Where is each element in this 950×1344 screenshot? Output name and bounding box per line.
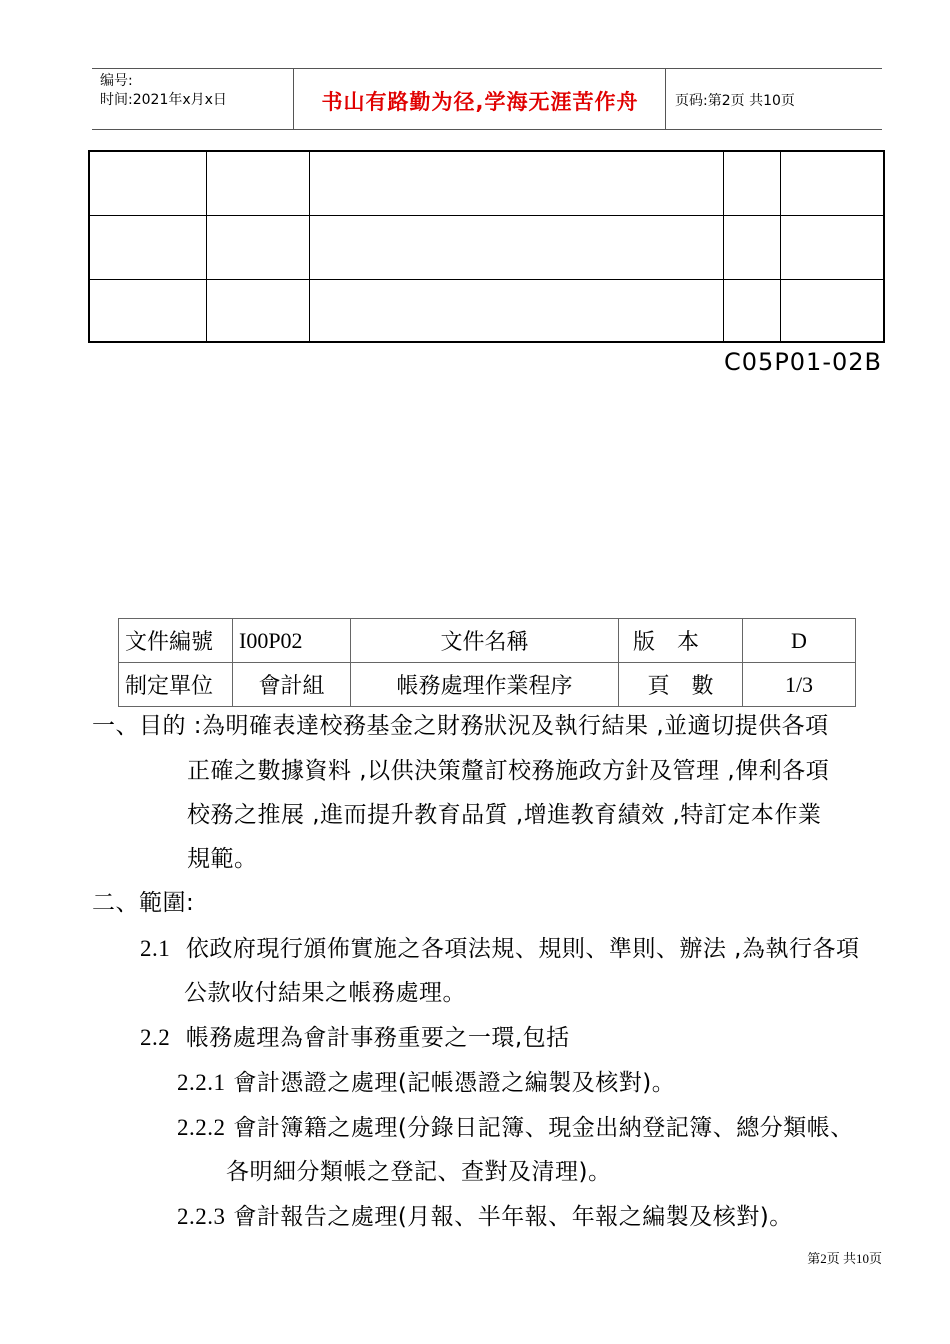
grid-column-line: [780, 152, 781, 341]
page-count-label: 頁 數: [619, 663, 743, 707]
header-top-rule: [92, 68, 882, 69]
table-row: [119, 619, 856, 663]
item-text: 帳務處理為會計事務重要之一環,包括: [185, 1025, 570, 1051]
version-label: 版 本: [619, 619, 743, 663]
doc-name-value: 帳務處理作業程序: [351, 663, 619, 707]
item-2-2-2-line-2: 各明細分類帳之登記、查對及清理)。: [226, 1159, 612, 1185]
item-2-2-1: [177, 1064, 675, 1097]
unit-label: 制定單位: [119, 663, 233, 707]
grid-column-line: [206, 152, 207, 341]
item-2-2: [140, 1019, 570, 1052]
item-2-2-3: [177, 1198, 793, 1231]
header-page-info: 页码:第2页 共10页: [675, 93, 795, 109]
version-value: D: [743, 619, 856, 663]
grid-row-line: [90, 279, 883, 280]
grid-column-line: [309, 152, 310, 341]
scope-heading: 二、範圍:: [92, 890, 195, 916]
purpose-line-3: 校務之推展 ,進而提升教育品質 ,增進教育績效 ,特訂定本作業: [187, 802, 822, 828]
purpose-line-4: 規範。: [187, 846, 258, 872]
item-2-1-line-1: [140, 930, 860, 963]
item-number: 2.1: [140, 936, 171, 961]
grid-row-line: [90, 215, 883, 216]
item-text: 依政府現行頒佈實施之各項法規、規則、準則、辦法 ,為執行各項: [185, 936, 860, 962]
item-2-2-2-line-1: [177, 1109, 854, 1142]
header-meta: [100, 72, 227, 110]
grid-column-line: [723, 152, 724, 341]
footer-page-info: 第2页 共10页: [807, 1251, 882, 1266]
form-code: C05P01-02B: [724, 348, 882, 376]
item-number: 2.2: [140, 1025, 171, 1050]
header-bottom-rule: [92, 129, 882, 130]
header-motto: 书山有路勤为径,学海无涯苦作舟: [321, 90, 639, 114]
header-divider: [665, 69, 666, 129]
revision-grid-table: [88, 150, 885, 343]
item-text: 會計簿籍之處理(分錄日記簿、現金出納登記簿、總分類帳、: [233, 1115, 854, 1141]
purpose-line-1: 一、目的 :為明確表達校務基金之財務狀況及執行結果 ,並適切提供各項: [92, 713, 829, 739]
item-number: 2.2.1: [177, 1070, 226, 1095]
unit-value: 會計組: [233, 663, 351, 707]
page-count-value: 1/3: [743, 663, 856, 707]
purpose-line-2: 正確之數據資料 ,以供決策釐訂校務施政方針及管理 ,俾利各項: [187, 758, 830, 784]
header-number-label: 编号:: [100, 73, 133, 89]
doc-number-value: I00P02: [233, 619, 351, 663]
item-number: 2.2.2: [177, 1115, 226, 1140]
item-2-1-line-2: 公款收付結果之帳務處理。: [184, 980, 466, 1006]
item-text: 會計報告之處理(月報、半年報、年報之編製及核對)。: [233, 1204, 793, 1230]
doc-name-label: 文件名稱: [351, 619, 619, 663]
doc-number-label: 文件編號: [119, 619, 233, 663]
item-number: 2.2.3: [177, 1204, 226, 1229]
item-text: 會計憑證之處理(記帳憑證之編製及核對)。: [233, 1070, 676, 1096]
header-time-label: 时间:2021年x月x日: [100, 92, 227, 108]
document-info-table: [118, 618, 856, 707]
table-row: [119, 663, 856, 707]
